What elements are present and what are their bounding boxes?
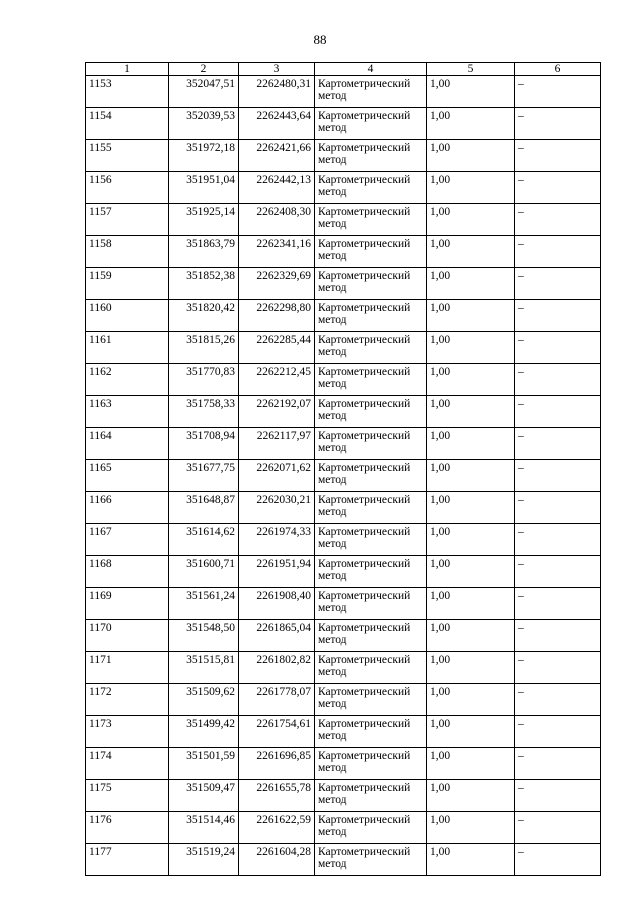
table-row <box>86 396 601 428</box>
y-coordinate-cell: 2261974,33 <box>239 524 315 556</box>
method-cell: Картометрический метод <box>315 652 427 684</box>
method-cell: Картометрический метод <box>315 748 427 780</box>
y-coordinate-cell: 2262212,45 <box>239 364 315 396</box>
method-cell: Картометрический метод <box>315 108 427 140</box>
method-cell: Картометрический метод <box>315 492 427 524</box>
accuracy-cell: 1,00 <box>427 268 515 300</box>
accuracy-cell: 1,00 <box>427 460 515 492</box>
y-coordinate-cell: 2261951,94 <box>239 556 315 588</box>
y-coordinate-cell: 2262408,30 <box>239 204 315 236</box>
table-row <box>86 620 601 652</box>
table-row <box>86 76 601 108</box>
table-row <box>86 140 601 172</box>
description-cell: – <box>515 332 601 364</box>
table-row <box>86 332 601 364</box>
point-number-cell: 1156 <box>86 172 169 204</box>
description-cell: – <box>515 780 601 812</box>
accuracy-cell: 1,00 <box>427 812 515 844</box>
x-coordinate-cell: 351509,62 <box>169 684 239 716</box>
table-row <box>86 652 601 684</box>
table-row <box>86 748 601 780</box>
table-row <box>86 492 601 524</box>
point-number-cell: 1173 <box>86 716 169 748</box>
accuracy-cell: 1,00 <box>427 76 515 108</box>
point-number-cell: 1162 <box>86 364 169 396</box>
y-coordinate-cell: 2261908,40 <box>239 588 315 620</box>
point-number-cell: 1175 <box>86 780 169 812</box>
description-cell: – <box>515 684 601 716</box>
x-coordinate-cell: 351770,83 <box>169 364 239 396</box>
x-coordinate-cell: 351614,62 <box>169 524 239 556</box>
accuracy-cell: 1,00 <box>427 300 515 332</box>
method-cell: Картометрический метод <box>315 268 427 300</box>
accuracy-cell: 1,00 <box>427 652 515 684</box>
y-coordinate-cell: 2261754,61 <box>239 716 315 748</box>
y-coordinate-cell: 2262298,80 <box>239 300 315 332</box>
description-cell: – <box>515 620 601 652</box>
method-cell: Картометрический метод <box>315 76 427 108</box>
accuracy-cell: 1,00 <box>427 620 515 652</box>
table-row <box>86 460 601 492</box>
y-coordinate-cell: 2262285,44 <box>239 332 315 364</box>
accuracy-cell: 1,00 <box>427 748 515 780</box>
accuracy-cell: 1,00 <box>427 332 515 364</box>
method-cell: Картометрический метод <box>315 524 427 556</box>
x-coordinate-cell: 351561,24 <box>169 588 239 620</box>
x-coordinate-cell: 351852,38 <box>169 268 239 300</box>
y-coordinate-cell: 2262192,07 <box>239 396 315 428</box>
method-cell: Картометрический метод <box>315 300 427 332</box>
x-coordinate-cell: 351648,87 <box>169 492 239 524</box>
column-header-2: 2 <box>169 63 239 76</box>
x-coordinate-cell: 352047,51 <box>169 76 239 108</box>
accuracy-cell: 1,00 <box>427 492 515 524</box>
accuracy-cell: 1,00 <box>427 140 515 172</box>
column-header-3: 3 <box>239 63 315 76</box>
x-coordinate-cell: 351925,14 <box>169 204 239 236</box>
y-coordinate-cell: 2262030,21 <box>239 492 315 524</box>
description-cell: – <box>515 588 601 620</box>
point-number-cell: 1157 <box>86 204 169 236</box>
y-coordinate-cell: 2262442,13 <box>239 172 315 204</box>
y-coordinate-cell: 2262329,69 <box>239 268 315 300</box>
description-cell: – <box>515 524 601 556</box>
x-coordinate-cell: 351519,24 <box>169 844 239 876</box>
table-row <box>86 428 601 460</box>
method-cell: Картометрический метод <box>315 396 427 428</box>
description-cell: – <box>515 108 601 140</box>
table-row <box>86 172 601 204</box>
description-cell: – <box>515 556 601 588</box>
x-coordinate-cell: 351514,46 <box>169 812 239 844</box>
description-cell: – <box>515 492 601 524</box>
method-cell: Картометрический метод <box>315 556 427 588</box>
table-row <box>86 204 601 236</box>
x-coordinate-cell: 351820,42 <box>169 300 239 332</box>
method-cell: Картометрический метод <box>315 172 427 204</box>
column-header-1: 1 <box>86 63 169 76</box>
point-number-cell: 1160 <box>86 300 169 332</box>
method-cell: Картометрический метод <box>315 620 427 652</box>
method-cell: Картометрический метод <box>315 364 427 396</box>
x-coordinate-cell: 351951,04 <box>169 172 239 204</box>
accuracy-cell: 1,00 <box>427 204 515 236</box>
method-cell: Картометрический метод <box>315 428 427 460</box>
x-coordinate-cell: 351972,18 <box>169 140 239 172</box>
method-cell: Картометрический метод <box>315 588 427 620</box>
description-cell: – <box>515 204 601 236</box>
table-header <box>86 63 601 76</box>
y-coordinate-cell: 2262443,64 <box>239 108 315 140</box>
x-coordinate-cell: 351501,59 <box>169 748 239 780</box>
point-number-cell: 1171 <box>86 652 169 684</box>
point-number-cell: 1168 <box>86 556 169 588</box>
x-coordinate-cell: 351515,81 <box>169 652 239 684</box>
x-coordinate-cell: 351815,26 <box>169 332 239 364</box>
table-row <box>86 108 601 140</box>
table-row <box>86 524 601 556</box>
y-coordinate-cell: 2261655,78 <box>239 780 315 812</box>
table-row <box>86 812 601 844</box>
x-coordinate-cell: 351600,71 <box>169 556 239 588</box>
method-cell: Картометрический метод <box>315 716 427 748</box>
y-coordinate-cell: 2262341,16 <box>239 236 315 268</box>
table-row <box>86 844 601 876</box>
accuracy-cell: 1,00 <box>427 428 515 460</box>
description-cell: – <box>515 76 601 108</box>
method-cell: Картометрический метод <box>315 812 427 844</box>
y-coordinate-cell: 2262117,97 <box>239 428 315 460</box>
accuracy-cell: 1,00 <box>427 684 515 716</box>
accuracy-cell: 1,00 <box>427 556 515 588</box>
table-row <box>86 364 601 396</box>
method-cell: Картометрический метод <box>315 204 427 236</box>
description-cell: – <box>515 652 601 684</box>
y-coordinate-cell: 2261604,28 <box>239 844 315 876</box>
y-coordinate-cell: 2261778,07 <box>239 684 315 716</box>
point-number-cell: 1158 <box>86 236 169 268</box>
point-number-cell: 1167 <box>86 524 169 556</box>
table-row <box>86 300 601 332</box>
point-number-cell: 1155 <box>86 140 169 172</box>
x-coordinate-cell: 351863,79 <box>169 236 239 268</box>
x-coordinate-cell: 351499,42 <box>169 716 239 748</box>
table-row <box>86 684 601 716</box>
point-number-cell: 1161 <box>86 332 169 364</box>
description-cell: – <box>515 812 601 844</box>
method-cell: Картометрический метод <box>315 332 427 364</box>
table-row <box>86 268 601 300</box>
point-number-cell: 1163 <box>86 396 169 428</box>
method-cell: Картометрический метод <box>315 780 427 812</box>
description-cell: – <box>515 748 601 780</box>
accuracy-cell: 1,00 <box>427 844 515 876</box>
table-row <box>86 236 601 268</box>
description-cell: – <box>515 172 601 204</box>
description-cell: – <box>515 844 601 876</box>
coordinates-table <box>85 62 601 876</box>
y-coordinate-cell: 2261622,59 <box>239 812 315 844</box>
x-coordinate-cell: 351677,75 <box>169 460 239 492</box>
table-body <box>86 76 601 876</box>
point-number-cell: 1164 <box>86 428 169 460</box>
y-coordinate-cell: 2261865,04 <box>239 620 315 652</box>
point-number-cell: 1174 <box>86 748 169 780</box>
description-cell: – <box>515 268 601 300</box>
x-coordinate-cell: 351548,50 <box>169 620 239 652</box>
method-cell: Картометрический метод <box>315 140 427 172</box>
y-coordinate-cell: 2262480,31 <box>239 76 315 108</box>
point-number-cell: 1172 <box>86 684 169 716</box>
page-number: 88 <box>313 32 327 47</box>
accuracy-cell: 1,00 <box>427 524 515 556</box>
accuracy-cell: 1,00 <box>427 716 515 748</box>
y-coordinate-cell: 2262421,66 <box>239 140 315 172</box>
accuracy-cell: 1,00 <box>427 780 515 812</box>
point-number-cell: 1159 <box>86 268 169 300</box>
accuracy-cell: 1,00 <box>427 172 515 204</box>
header-row <box>86 63 601 76</box>
x-coordinate-cell: 352039,53 <box>169 108 239 140</box>
y-coordinate-cell: 2261802,82 <box>239 652 315 684</box>
method-cell: Картометрический метод <box>315 236 427 268</box>
point-number-cell: 1166 <box>86 492 169 524</box>
accuracy-cell: 1,00 <box>427 364 515 396</box>
column-header-4: 4 <box>315 63 427 76</box>
point-number-cell: 1165 <box>86 460 169 492</box>
description-cell: – <box>515 364 601 396</box>
table-row <box>86 556 601 588</box>
point-number-cell: 1177 <box>86 844 169 876</box>
table-row <box>86 716 601 748</box>
point-number-cell: 1153 <box>86 76 169 108</box>
point-number-cell: 1169 <box>86 588 169 620</box>
accuracy-cell: 1,00 <box>427 396 515 428</box>
x-coordinate-cell: 351758,33 <box>169 396 239 428</box>
description-cell: – <box>515 140 601 172</box>
description-cell: – <box>515 428 601 460</box>
description-cell: – <box>515 236 601 268</box>
description-cell: – <box>515 396 601 428</box>
table-row <box>86 588 601 620</box>
x-coordinate-cell: 351509,47 <box>169 780 239 812</box>
x-coordinate-cell: 351708,94 <box>169 428 239 460</box>
table-row <box>86 780 601 812</box>
accuracy-cell: 1,00 <box>427 236 515 268</box>
y-coordinate-cell: 2262071,62 <box>239 460 315 492</box>
point-number-cell: 1170 <box>86 620 169 652</box>
description-cell: – <box>515 300 601 332</box>
method-cell: Картометрический метод <box>315 684 427 716</box>
column-header-6: 6 <box>515 63 601 76</box>
method-cell: Картометрический метод <box>315 460 427 492</box>
method-cell: Картометрический метод <box>315 844 427 876</box>
description-cell: – <box>515 460 601 492</box>
y-coordinate-cell: 2261696,85 <box>239 748 315 780</box>
point-number-cell: 1176 <box>86 812 169 844</box>
accuracy-cell: 1,00 <box>427 588 515 620</box>
column-header-5: 5 <box>427 63 515 76</box>
accuracy-cell: 1,00 <box>427 108 515 140</box>
point-number-cell: 1154 <box>86 108 169 140</box>
description-cell: – <box>515 716 601 748</box>
